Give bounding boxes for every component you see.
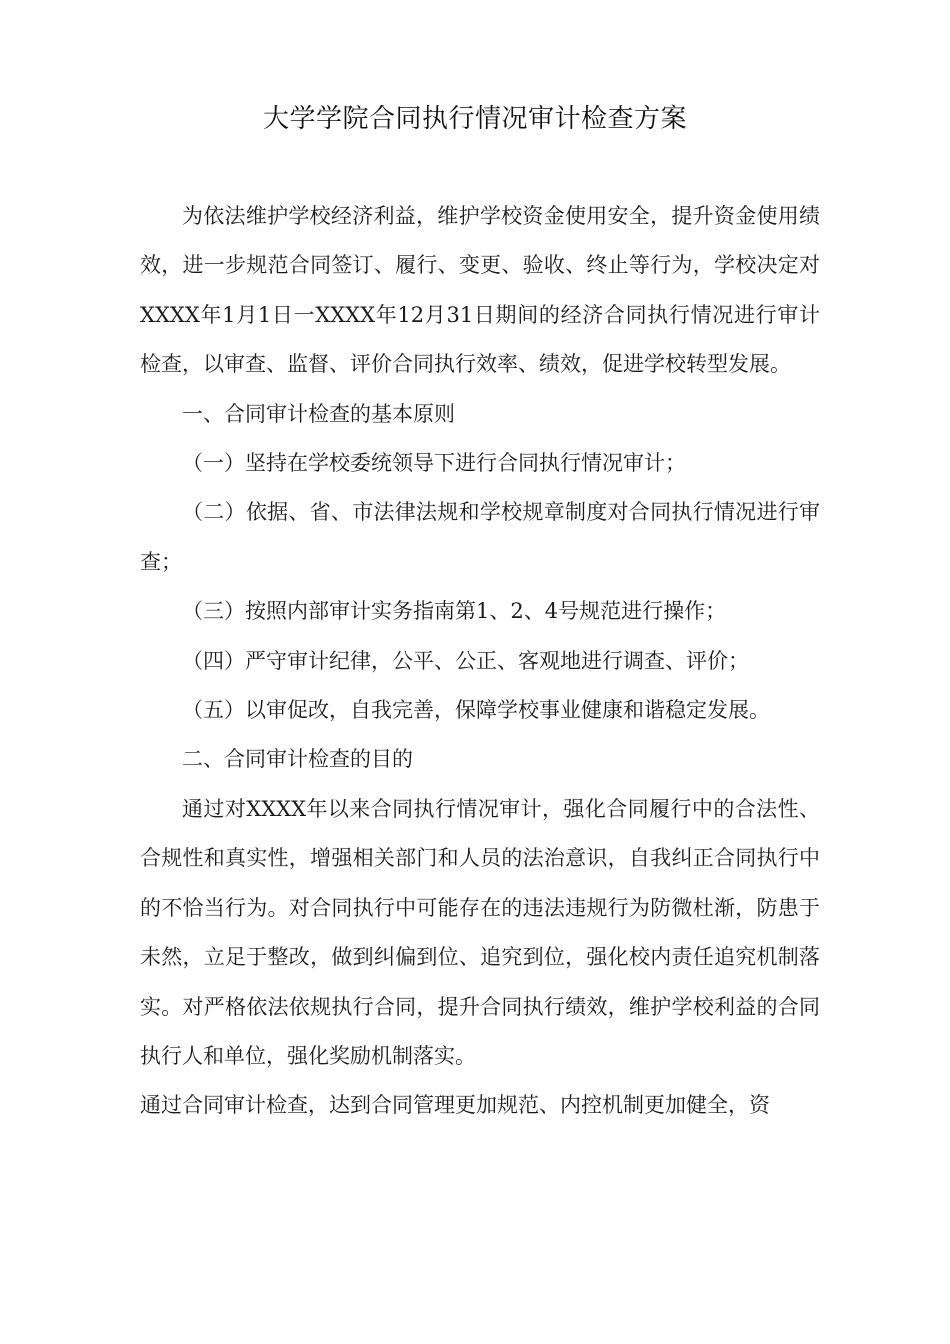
principle-item-5: （五）以审促改，自我完善，保障学校事业健康和谐稳定发展。 [182, 698, 770, 723]
purpose-paragraph: 通过对XXXX年以来合同执行情况审计，强化合同履行中的合法性、合规性和真实性，增强相关部门和人员的法治意识，自我纠正合同执行中的不恰当行为。对合同执行中可能存在的违法违规行为防微杜渐，防患于未然，立足于整改，做到纠偏到位、追究到位，强化校内责任追究机制落实。对严格依法依规执行合同，提升合同执行绩效，维护学校利益的合同执行人和单位，强化奖励机制落实。 [140, 796, 820, 1068]
section-heading-purpose: 二、合同审计检查的目的 [182, 747, 413, 772]
principle-item-1: （一）坚持在学校委统领导下进行合同执行情况审计； [182, 451, 686, 476]
principle-item-3: （三）按照内部审计实务指南第1、2、4号规范进行操作； [182, 599, 727, 624]
intro-paragraph: 为依法维护学校经济利益，维护学校资金使用安全，提升资金使用绩效，进一步规范合同签订、履行、变更、验收、终止等行为，学校决定对XXXX年1月1日一XXXX年12月31日期间的经济合同执行情况进行审计检查，以审查、监督、评价合同执行效率、绩效，促进学校转型发展。 [140, 204, 820, 377]
principle-item-2: （二）依据、省、市法律法规和学校规章制度对合同执行情况进行审查； [140, 500, 820, 574]
section-heading-principles: 一、合同审计检查的基本原则 [182, 401, 455, 426]
document-title: 大学学院合同执行情况审计检查方案 [262, 104, 687, 134]
continuation-paragraph: 通过合同审计检查，达到合同管理更加规范、内控机制更加健全，资 [140, 1093, 770, 1118]
document-body [140, 192, 820, 1131]
principle-item-4: （四）严守审计纪律，公平、公正、客观地进行调查、评价； [182, 648, 749, 673]
